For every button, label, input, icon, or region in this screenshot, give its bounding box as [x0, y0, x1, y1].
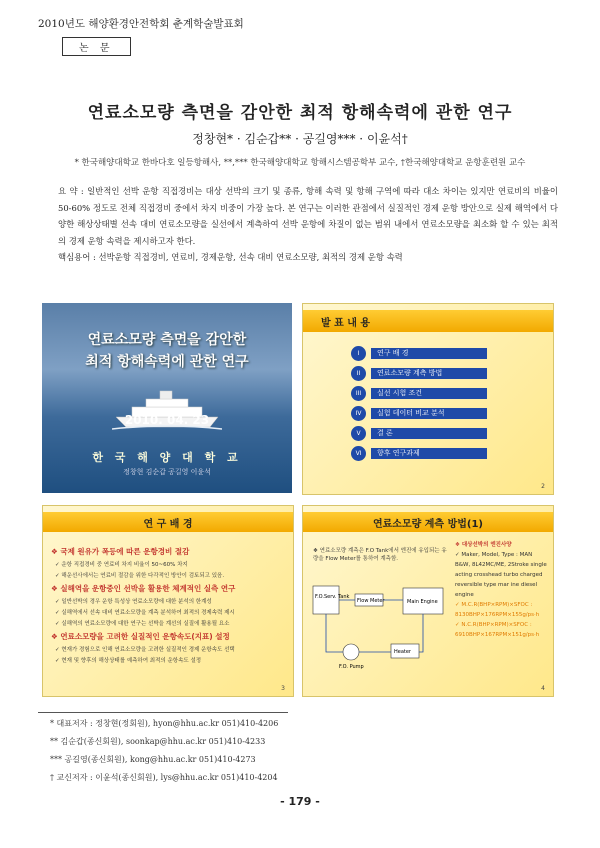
- diagram-label: Flow Meter: [357, 598, 385, 604]
- slide-page-number: 3: [281, 685, 285, 692]
- outline-item-number: VI: [351, 446, 366, 461]
- paper-title: 연료소모량 측면을 감안한 최적 항해속력에 관한 연구: [87, 103, 513, 123]
- engine-spec-heading: ❖ 대상선박의 엔진사양: [455, 542, 512, 548]
- engine-spec-line: ✓ M.C.R(BHP×RPM)×SFOC : 8130BHP×176RPM×155g/ps·h: [455, 602, 540, 618]
- bullet-heading: ❖ 연료소모량을 고려한 실질적인 운항속도(지표) 설정: [51, 632, 230, 641]
- footnote: ** 김순갑(종신회원), soonkap@hhu.ac.kr 051)410-4233: [50, 737, 266, 746]
- outline-item: [351, 386, 521, 401]
- outline-item-number: I: [351, 346, 366, 361]
- outline-item-number: IV: [351, 406, 366, 421]
- outline-item-number: II: [351, 366, 366, 381]
- outline-item: [351, 346, 521, 361]
- outline-item-number: III: [351, 386, 366, 401]
- slide-page-number: 2: [541, 483, 545, 490]
- bullet-text: ✓ 현재가 경험으로 인해 연료소모량을 고려한 실질적인 경제 운항속도 선택: [55, 647, 235, 653]
- diagram-label: Heater: [394, 649, 411, 655]
- slide-date: 2010. 04. 23: [124, 413, 210, 427]
- outline-item: [351, 366, 521, 381]
- bullet-text: ✓ 현재 및 향후의 해상상태를 예측하여 최적의 운항속도 설정: [55, 658, 202, 664]
- bullet-text: ✓ 일반선박의 경우 운항 특성상 연료소모량에 대한 분석의 한계성: [55, 599, 212, 605]
- footnote-divider: [38, 712, 288, 713]
- abstract: 요 약 : 일반적인 선박 운항 직접경비는 대상 선박의 크기 및 종류, 항해 속력 및 항해 구역에 따라 대소 차이는 있지만 연료비의 비율이 50-60% 정도로 전체 직접경비 중에서 차지 비중이 가장 높다. 본 연구는 이러한 관점에서 실질적인 경제 운항 방안으로 실제 해역에서 다양한 해상상태별 선속 대비 연료소모량을 실선에서 계측하여 선박 운항에 차질이 없는 범위 내에서 연료소모량을 최소화 할 수 있는 최적의 경제 운항 속력을 제시하고자 한다.: [58, 186, 558, 246]
- slide-background-header: [43, 512, 293, 532]
- bullet-text: ✓ 실해역에서 선속 대비 연료소모량을 계측 분석하여 최적의 경제속력 제시: [55, 610, 235, 616]
- fuel-system-diagram: [311, 572, 451, 682]
- outline-item: [351, 446, 521, 461]
- footnote: † 교신저자 : 이윤석(종신회원), lys@hhu.ac.kr 051)410-4204: [50, 773, 278, 782]
- slide-measurement-method: [302, 505, 554, 697]
- engine-spec-line: ✓ Maker, Model, Type : MAN B&W, 8L42MC/ME, 2Stroke single acting crosshead turbo charged reversible type mar ine diesel engine: [455, 552, 547, 598]
- bullet-text: ✓ 해운선사에서는 연료비 절감을 위한 다각적인 방안이 검토되고 있음.: [55, 573, 225, 579]
- slide-title-line1: 연료소모량 측면을 감안한: [87, 332, 247, 348]
- slide-title: [42, 303, 292, 493]
- bullet-heading: ❖ 실해역을 운항중인 선박을 활용한 체계적인 실측 연구: [51, 584, 236, 593]
- outline-item: [351, 426, 521, 441]
- slide-background-body: [51, 542, 287, 664]
- slide-title-line2: 최적 항해속력에 관한 연구: [85, 354, 249, 370]
- author-affiliations: * 한국해양대학교 한바다호 일등항해사, **,*** 한국해양대학교 항해시스템공학부 교수, †한국해양대학교 운항훈련원 교수: [74, 158, 526, 168]
- outline-item-label: 연구 배 경: [371, 348, 487, 359]
- bullet-heading: ❖ 국제 원유가 폭등에 따른 운항경비 절감: [51, 547, 190, 556]
- slide-background: [42, 505, 294, 697]
- engine-spec-line: ✓ N.C.R(BHP×RPM)×SFOC : 6910BHP×167RPM×151g/ps·h: [455, 622, 540, 638]
- keywords: 핵심용어 : 선박운항 직접경비, 연료비, 경제운항, 선속 대비 연료소모량, 최적의 경제 운항 속력: [58, 252, 403, 262]
- slide-university: 한 국 해 양 대 학 교: [92, 451, 242, 464]
- slide-outline-header: [303, 310, 553, 332]
- slide-presenters: 정창현 김순갑 공길영 이윤석: [123, 468, 211, 476]
- paper-category-label: 논 문: [62, 37, 131, 56]
- bullet-text: ✓ 운항 직접경비 중 연료비 차지 비율이 50~60% 차지: [55, 562, 188, 568]
- outline-item-label: 연료소모량 계측 방법: [371, 368, 487, 379]
- slide-measurement-title: 연료소모량 계측 방법(1): [372, 519, 483, 530]
- slide-background-title: 연 구 배 경: [143, 519, 193, 530]
- bullet-text: ✓ 실해역의 연료소모량에 대한 연구는 선박을 계선의 실질에 활용될 요소: [55, 621, 230, 627]
- author-list: 정창현* · 김순갑** · 공길영*** · 이윤석†: [192, 132, 408, 146]
- measurement-intro: ❖ 연료소모량 계측은 F.O Tank에서 엔진에 유입되는 유량을 Flow Meter를 통하여 계측함.: [313, 548, 447, 562]
- slide-page-number: 4: [541, 685, 545, 692]
- footnote: * 대표저자 : 정창현(정회원), hyon@hhu.ac.kr 051)410-4206: [50, 719, 279, 728]
- outline-item-label: 실험 데이터 비교 분석: [371, 408, 487, 419]
- footnote: *** 공길영(종신회원), kong@hhu.ac.kr 051)410-4273: [50, 755, 256, 764]
- outline-item-label: 향후 연구과제: [371, 448, 487, 459]
- engine-spec: [455, 540, 549, 640]
- diagram-label: F.O.Serv. Tank: [315, 594, 350, 600]
- slide-outline: [302, 303, 554, 495]
- outline-item-label: 실선 시험 조건: [371, 388, 487, 399]
- slide-outline-title: 발 표 내 용: [321, 318, 371, 329]
- outline-item: [351, 406, 521, 421]
- slide-measurement-header: [303, 512, 553, 532]
- conference-header: 2010년도 해양환경안전학회 춘계학술발표회: [38, 18, 244, 30]
- outline-item-number: V: [351, 426, 366, 441]
- outline-item-label: 결 론: [371, 428, 487, 439]
- page-number: - 179 -: [280, 795, 320, 808]
- diagram-label: Main Engine: [407, 599, 438, 605]
- diagram-label: F.O. Pump: [339, 664, 364, 670]
